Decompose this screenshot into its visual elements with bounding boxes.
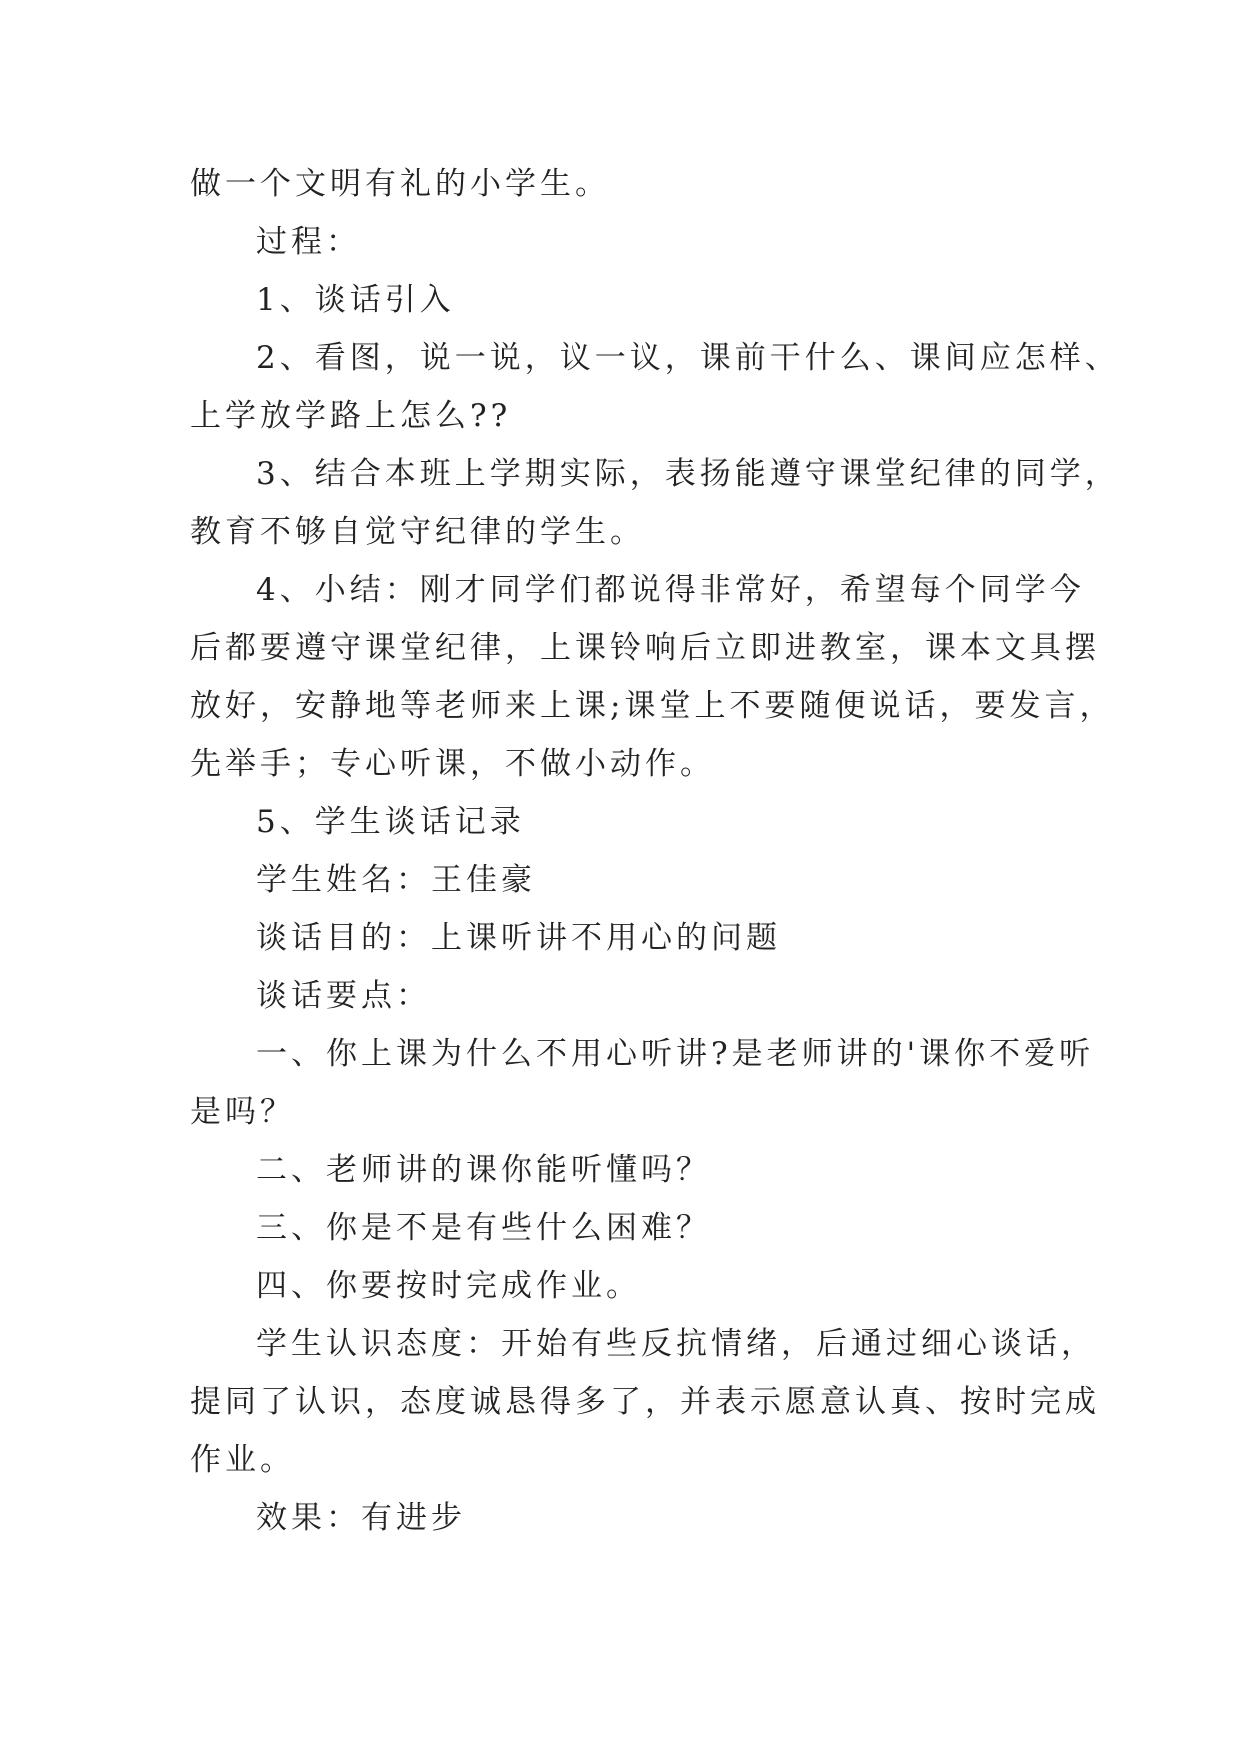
text-line: 上学放学路上怎么?? [190, 398, 512, 434]
text-line: 是吗？ [190, 1094, 295, 1130]
text-line: 三、你是不是有些什么困难？ [256, 1210, 711, 1246]
text-line: 4、小结：刚才同学们都说得非常好，希望每个同学今 [256, 572, 1085, 608]
text-line: 提同了认识，态度诚恳得多了，并表示愿意认真、按时完成 [190, 1384, 1100, 1420]
text-line: 作业。 [190, 1442, 295, 1478]
text-line: 学生认识态度：开始有些反抗情绪，后通过细心谈话， [256, 1326, 1096, 1362]
text-line: 谈话要点： [256, 978, 431, 1014]
text-line: 效果：有进步 [256, 1500, 466, 1536]
text-line: 过程： [256, 224, 361, 260]
text-line: 后都要遵守课堂纪律，上课铃响后立即进教室，课本文具摆 [190, 630, 1100, 666]
text-line: 放好，安静地等老师来上课;课堂上不要随便说话，要发言， [190, 688, 1115, 724]
text-line: 3、结合本班上学期实际，表扬能遵守课堂纪律的同学， [256, 456, 1120, 492]
text-line: 教育不够自觉守纪律的学生。 [190, 514, 645, 550]
text-line: 学生姓名：王佳豪 [256, 862, 536, 898]
text-line: 1、谈话引入 [256, 282, 455, 318]
text-line: 谈话目的：上课听讲不用心的问题 [256, 920, 781, 956]
text-line: 四、你要按时完成作业。 [256, 1268, 641, 1304]
text-line: 二、老师讲的课你能听懂吗？ [256, 1152, 711, 1188]
text-line: 做一个文明有礼的小学生。 [190, 166, 610, 202]
text-line: 一、你上课为什么不用心听讲?是老师讲的'课你不爱听 [256, 1036, 1095, 1072]
text-line: 先举手；专心听课，不做小动作。 [190, 746, 715, 782]
text-line: 5、学生谈话记录 [256, 804, 525, 840]
text-line: 2、看图，说一说，议一议，课前干什么、课间应怎样、 [256, 340, 1120, 376]
